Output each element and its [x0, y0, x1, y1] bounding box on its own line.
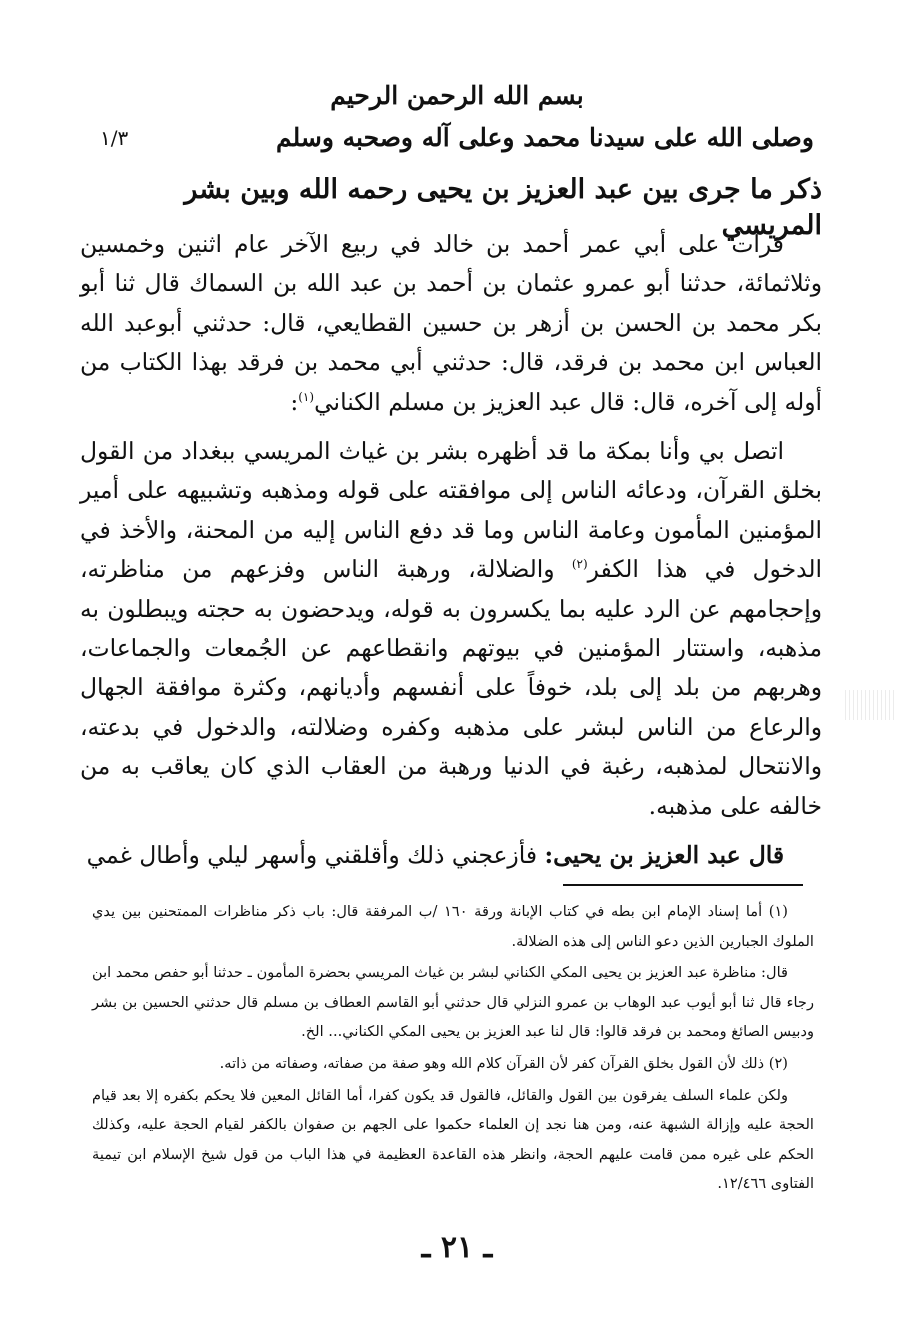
paragraph-quote [80, 836, 822, 875]
scan-smudge [845, 690, 895, 720]
account-text-b: والضلالة، ورهبة الناس وفزعهم من مناظرته، وإحجامهم عن الرد عليه بما يكسرون به قوله، ويدحضون به حجته ويبطلون به مذهبه، واستتار المؤمنين في بيوتهم وانقطاعهم عن الجُمعات والجماعات، وهربهم من بلد إلى بلد، خوفاً على أنفسهم وأديانهم، وكثرة موافقة الجهال والرعاع من الناس لبشر على مذهبه وكفره وضلالته، والدخول في بدعته، والانتحال لمذهبه، رغبة في الدنيا ورهبة من العقاب الذي كان يعاقب به من خالفه على مذهبه. [80, 555, 822, 820]
page-number: ـ ٢١ ـ [421, 1230, 493, 1265]
section-heading: ذكر ما جرى بين عبد العزيز بن يحيى رحمه الله وبين بشر المريسي [184, 174, 822, 241]
quote-speaker: قال عبد العزيز بن يحيى: [544, 841, 784, 870]
footnote-2-a: (٢) ذلك لأن القول بخلق القرآن كفر لأن القرآن كلام الله وهو صفة من صفاته، وصفاته من ذاته. [219, 1054, 788, 1072]
footnote-ref-1[interactable]: (١) [298, 389, 315, 404]
quote-text: فأزعجني ذلك وأقلقني وأسهر ليلي وأطال غمي [86, 841, 545, 870]
paragraph-isnad [80, 225, 822, 422]
basmala: بسم الله الرحمن الرحيم [330, 81, 584, 110]
salat-row [100, 118, 814, 158]
footnotes [92, 897, 814, 1199]
paragraph-account [80, 432, 822, 826]
footnote-divider [563, 884, 803, 886]
footnote-1-a: (١) أما إسناد الإمام ابن بطه في كتاب الإبانة ورقة ١٦٠ /ب المرفقة قال: باب ذكر مناظرات الممتحنين بين يدي الملوك الجبارين الذين دعو الناس إلى هذه الضلالة. [92, 903, 814, 950]
salat-line: وصلى الله على سيدنا محمد وعلى آله وصحبه وسلم [275, 123, 814, 152]
footnote-ref-2[interactable]: (٢) [571, 557, 588, 572]
account-text-a: اتصل بي وأنا بمكة ما قد أظهره بشر بن غياث المريسي ببغداد من القول بخلق القرآن، ودعائه الناس إلى موافقته على قوله ومذهبه وتشبيهه على أمير المؤمنين المأمون وعامة الناس وما قد دفع الناس إليه من المحنة، والأخذ في الدخول في هذا الكفر [80, 437, 822, 584]
footnote-2-b: ولكن علماء السلف يفرقون بين القول والقائل، فالقول قد يكون كفرا، أما القائل المعين فلا يحكم بكفره إلا بعد قيام الحجة عليه وإزالة الشبهة عنه، ومن هنا نجد إن العلماء حكموا على الجهم بن صفوان بالكفر لقيام الحجة عليه، وكذلك الحكم على غيره ممن قامت عليهم الحجة، وانظر هذه القاعدة العظيمة في هذا الباب من قول شيخ الإسلام ابن تيمية الفتاوى ١٢/٤٦٦. [92, 1086, 814, 1193]
isnad-end: : [290, 387, 299, 416]
isnad-text: قرأت على أبي عمر أحمد بن خالد في ربيع الآخر عام اثنين وخمسين وثلاثمائة، حدثنا أبو عمرو عثمان بن أحمد بن عبد الله بن السماك قال ثنا أبو بكر محمد بن الحسن بن أزهر بن حسين القطايعي، قال: حدثني أبوعبد الله العباس ابن محمد بن فرقد، قال: حدثني أبي محمد بن فرقد بهذا الكتاب من أوله إلى آخره، قال: قال عبد العزيز بن مسلم الكناني [80, 230, 822, 416]
folio-mark: ١/٣ [100, 126, 129, 150]
footnote-1-b: قال: مناظرة عبد العزيز بن يحيى المكي الكناني لبشر بن غياث المريسي بحضرة المأمون ـ حدثنا أبو حفص محمد ابن رجاء قال ثنا أبو أيوب عبد الوهاب بن عمرو النزلي قال حدثني أبو القاسم العطاف بن مسلم قال حدثني الحسين بن بشر ودبيس الصائغ ومحمد بن فرقد قالوا: قال لنا عبد العزيز بن يحيى المكي الكناني... الخ. [92, 964, 814, 1041]
main-text [80, 225, 822, 876]
